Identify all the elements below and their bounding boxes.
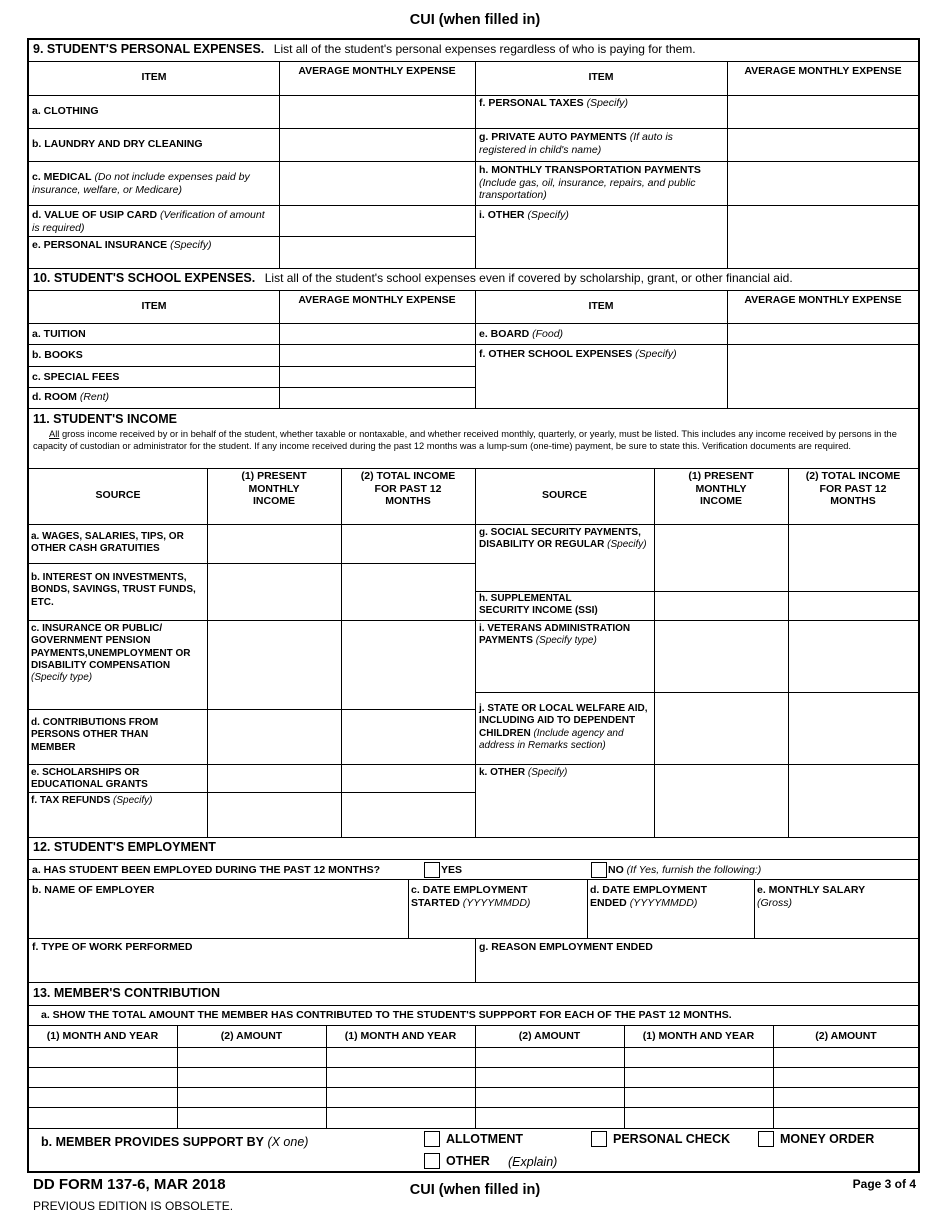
s10-row-b-label: b. BOOKS	[32, 349, 83, 361]
s10-d-amount-input[interactable]	[280, 388, 474, 407]
s9-e-amount-input[interactable]	[280, 237, 474, 267]
s11-row-c-label: c. INSURANCE OR PUBLIC/ GOVERNMENT PENSION PAYMENTS,UNEMPLOYMENT OR DISABILITY COMPENSATION (Specify type)	[31, 623, 191, 684]
s9-row-a-label: a. CLOTHING	[32, 105, 99, 117]
s10-col-expense-left: AVERAGE MONTHLY EXPENSE	[298, 294, 456, 306]
s9-c-amount-input[interactable]	[280, 162, 474, 204]
s11-e-total-input[interactable]	[342, 765, 474, 791]
s11-f-total-input[interactable]	[342, 793, 474, 836]
s11-title: 11. STUDENT'S INCOME	[33, 412, 177, 426]
s11-e-monthly-input[interactable]	[208, 765, 340, 791]
s12-yes-checkbox[interactable]	[424, 862, 440, 878]
s11-a-total-input[interactable]	[342, 525, 474, 562]
s9-d-amount-input[interactable]	[280, 206, 474, 235]
s12-type-work-label: f. TYPE OF WORK PERFORMED	[32, 941, 193, 953]
s13-money-order-checkbox[interactable]	[758, 1131, 774, 1147]
s11-row-e-label: e. SCHOLARSHIPS OR EDUCATIONAL GRANTS	[31, 767, 148, 791]
s13-col-amount-3: (2) AMOUNT	[815, 1030, 877, 1042]
s13-contribution-grid[interactable]	[29, 1048, 918, 1127]
s11-col-source-left: SOURCE	[95, 489, 141, 501]
s11-row-j-label: j. STATE OR LOCAL WELFARE AID, INCLUDING AID TO DEPENDENT CHILDREN (Include agency and address in Remarks section)	[479, 703, 648, 751]
s10-b-amount-input[interactable]	[280, 345, 474, 365]
s12-reason-ended-label: g. REASON EMPLOYMENT ENDED	[479, 941, 653, 953]
s11-row-a-label: a. WAGES, SALARIES, TIPS, OR OTHER CASH GRATUITIES	[31, 531, 184, 555]
s12-date-started-input[interactable]	[410, 912, 585, 937]
s11-a-monthly-input[interactable]	[208, 525, 340, 562]
s13-money-order-label: MONEY ORDER	[780, 1132, 875, 1146]
s10-col-item-right: ITEM	[588, 300, 614, 312]
s11-col2-left: (2) TOTAL INCOME FOR PAST 12 MONTHS	[360, 470, 456, 507]
s10-row-e-label: e. BOARD (Food)	[479, 328, 564, 340]
s11-h-monthly-input[interactable]	[655, 592, 787, 619]
s13-explain-label: (Explain)	[508, 1155, 558, 1169]
s12-employer-label: b. NAME OF EMPLOYER	[32, 884, 155, 896]
s11-d-monthly-input[interactable]	[208, 710, 340, 763]
s11-col-source-right: SOURCE	[542, 489, 587, 501]
s9-f-amount-input[interactable]	[728, 96, 918, 127]
s9-row-g-label: g. PRIVATE AUTO PAYMENTS (If auto is registered in child's name)	[479, 131, 673, 156]
s13-col-month-2: (1) MONTH AND YEAR	[344, 1030, 457, 1042]
s11-b-monthly-input[interactable]	[208, 564, 340, 619]
s11-c-monthly-input[interactable]	[208, 621, 340, 708]
s11-h-total-input[interactable]	[789, 592, 918, 619]
s10-row-c-label: c. SPECIAL FEES	[32, 371, 120, 383]
s9-g-amount-input[interactable]	[728, 129, 918, 160]
s13-col-month-1: (1) MONTH AND YEAR	[46, 1030, 159, 1042]
s9-col-expense-left: AVERAGE MONTHLY EXPENSE	[298, 65, 456, 77]
s12-yes-label: YES	[441, 864, 463, 876]
s11-row-f-label: f. TAX REFUNDS (Specify)	[31, 795, 153, 806]
s9-row-e-label: e. PERSONAL INSURANCE (Specify)	[32, 239, 212, 251]
s11-row-h-label: h. SUPPLEMENTAL SECURITY INCOME (SSI)	[479, 593, 598, 617]
s11-row-d-label: d. CONTRIBUTIONS FROM PERSONS OTHER THAN MEMBER	[31, 717, 159, 753]
obsolete-notice: PREVIOUS EDITION IS OBSOLETE.	[33, 1199, 234, 1213]
s11-d-total-input[interactable]	[342, 710, 474, 763]
s13-col-amount-2: (2) AMOUNT	[518, 1030, 581, 1042]
s10-e-amount-input[interactable]	[728, 324, 918, 343]
s11-i-total-input[interactable]	[789, 621, 918, 691]
s11-c-total-input[interactable]	[342, 621, 474, 708]
s10-row-a-label: a. TUITION	[32, 328, 86, 340]
page-number: Page 3 of 4	[852, 1177, 916, 1191]
s10-row-f-label: f. OTHER SCHOOL EXPENSES (Specify)	[479, 348, 677, 360]
s13-support-label: b. MEMBER PROVIDES SUPPORT BY (X one)	[41, 1135, 309, 1149]
s13-allotment-checkbox[interactable]	[424, 1131, 440, 1147]
s9-b-amount-input[interactable]	[280, 129, 474, 160]
s13-check-checkbox[interactable]	[591, 1131, 607, 1147]
form-number: DD FORM 137-6, MAR 2018	[33, 1176, 226, 1193]
s12-q-employed: a. HAS STUDENT BEEN EMPLOYED DURING THE PAST 12 MONTHS?	[32, 864, 381, 876]
s9-col-expense-right: AVERAGE MONTHLY EXPENSE	[744, 65, 902, 77]
s13-allotment-label: ALLOTMENT	[446, 1132, 524, 1146]
s12-date-started-label: c. DATE EMPLOYMENT STARTED (YYYYMMDD)	[411, 884, 531, 909]
s11-j-total-input[interactable]	[789, 693, 918, 763]
s12-type-work-input[interactable]	[30, 956, 473, 981]
s11-instructions: All gross income received by or in behalf of the student, whether taxable or nontaxable, and whether received monthly, quarterly, or yearly, must be listed. This includes any income received by persons in the capacity of custodian or administrator for the student. If any income received during the past 12 months was a lump-sum (one-time) payment, be sure to state this. Verification documents are required.	[33, 429, 897, 452]
s13-other-checkbox[interactable]	[424, 1153, 440, 1169]
s10-col-item-left: ITEM	[141, 300, 167, 312]
s10-c-amount-input[interactable]	[280, 367, 474, 386]
s9-row-f-label: f. PERSONAL TAXES (Specify)	[479, 97, 628, 109]
s9-title: 9. STUDENT'S PERSONAL EXPENSES. List all of the student's personal expenses regardless of who is paying for them.	[33, 42, 696, 56]
s9-row-b-label: b. LAUNDRY AND DRY CLEANING	[32, 138, 203, 150]
s11-g-total-input[interactable]	[789, 525, 918, 590]
s9-row-d-label: d. VALUE OF USIP CARD (Verification of amount is required)	[32, 209, 265, 234]
s13-check-label: PERSONAL CHECK	[613, 1132, 731, 1146]
s12-date-ended-input[interactable]	[589, 912, 752, 937]
s11-k-total-input[interactable]	[789, 765, 918, 836]
s13-col-month-3: (1) MONTH AND YEAR	[642, 1030, 755, 1042]
s9-col-item-right: ITEM	[588, 71, 614, 83]
s12-reason-ended-input[interactable]	[477, 956, 918, 981]
s11-row-b-label: b. INTEREST ON INVESTMENTS, BONDS, SAVINGS, TRUST FUNDS, ETC.	[31, 572, 196, 608]
s11-g-monthly-input[interactable]	[655, 525, 787, 590]
s12-salary-label: e. MONTHLY SALARY (Gross)	[757, 884, 866, 909]
s11-i-monthly-input[interactable]	[655, 621, 787, 691]
s11-f-monthly-input[interactable]	[208, 793, 340, 836]
s12-no-checkbox[interactable]	[591, 862, 607, 878]
s10-title: 10. STUDENT'S SCHOOL EXPENSES. List all of the student's school expenses even if covered by scholarship, grant, or other financial aid.	[33, 271, 793, 285]
s11-row-i-label: i. VETERANS ADMINISTRATION PAYMENTS (Specify type)	[479, 623, 631, 647]
s13-other-label: OTHER	[446, 1154, 490, 1168]
s12-date-ended-label: d. DATE EMPLOYMENT ENDED (YYYYMMDD)	[590, 884, 708, 909]
s10-row-d-label: d. ROOM (Rent)	[32, 391, 110, 403]
s11-col1-right: (1) PRESENT MONTHLY INCOME	[688, 470, 754, 507]
s10-description: List all of the student's school expenses even if covered by scholarship, grant, or other financial aid.	[264, 271, 793, 285]
s9-row-c-label: c. MEDICAL (Do not include expenses paid by insurance, welfare, or Medicare)	[32, 171, 250, 196]
s10-a-amount-input[interactable]	[280, 324, 474, 343]
s9-row-i-label: i. OTHER (Specify)	[479, 209, 569, 221]
s9-col-item-left: ITEM	[141, 71, 167, 83]
s13-instruction: a. SHOW THE TOTAL AMOUNT THE MEMBER HAS CONTRIBUTED TO THE STUDENT'S SUPPPORT FOR EACH OF THE PAST 12 MONTHS.	[41, 1009, 732, 1021]
cui-banner-top: CUI (when filled in)	[409, 12, 541, 28]
s12-salary-input[interactable]	[756, 912, 918, 937]
s9-h-amount-input[interactable]	[728, 162, 918, 204]
s13-title: 13. MEMBER'S CONTRIBUTION	[33, 986, 221, 1000]
s13-col-amount-1: (2) AMOUNT	[220, 1030, 283, 1042]
s11-k-monthly-input[interactable]	[655, 765, 787, 836]
s9-row-h-label: h. MONTHLY TRANSPORTATION PAYMENTS (Include gas, oil, insurance, repairs, and public transportation)	[479, 164, 701, 201]
s9-a-amount-input[interactable]	[280, 96, 474, 127]
s12-title: 12. STUDENT'S EMPLOYMENT	[33, 840, 216, 854]
s10-f-amount-input[interactable]	[728, 345, 918, 407]
s11-col2-right: (2) TOTAL INCOME FOR PAST 12 MONTHS	[805, 470, 901, 507]
s11-j-monthly-input[interactable]	[655, 693, 787, 763]
s12-no-label: NO (If Yes, furnish the following:)	[608, 864, 762, 876]
s12-employer-input[interactable]	[30, 908, 406, 937]
s11-col1-left: (1) PRESENT MONTHLY INCOME	[241, 470, 307, 507]
s9-i-amount-input[interactable]	[728, 206, 918, 267]
s11-row-g-label: g. SOCIAL SECURITY PAYMENTS, DISABILITY OR REGULAR (Specify)	[479, 527, 647, 551]
s11-row-k-label: k. OTHER (Specify)	[479, 767, 568, 778]
s11-b-total-input[interactable]	[342, 564, 474, 619]
s9-description: List all of the student's personal expenses regardless of who is paying for them.	[273, 42, 696, 56]
cui-banner-bottom: CUI (when filled in)	[409, 1182, 541, 1198]
s10-col-expense-right: AVERAGE MONTHLY EXPENSE	[744, 294, 902, 306]
